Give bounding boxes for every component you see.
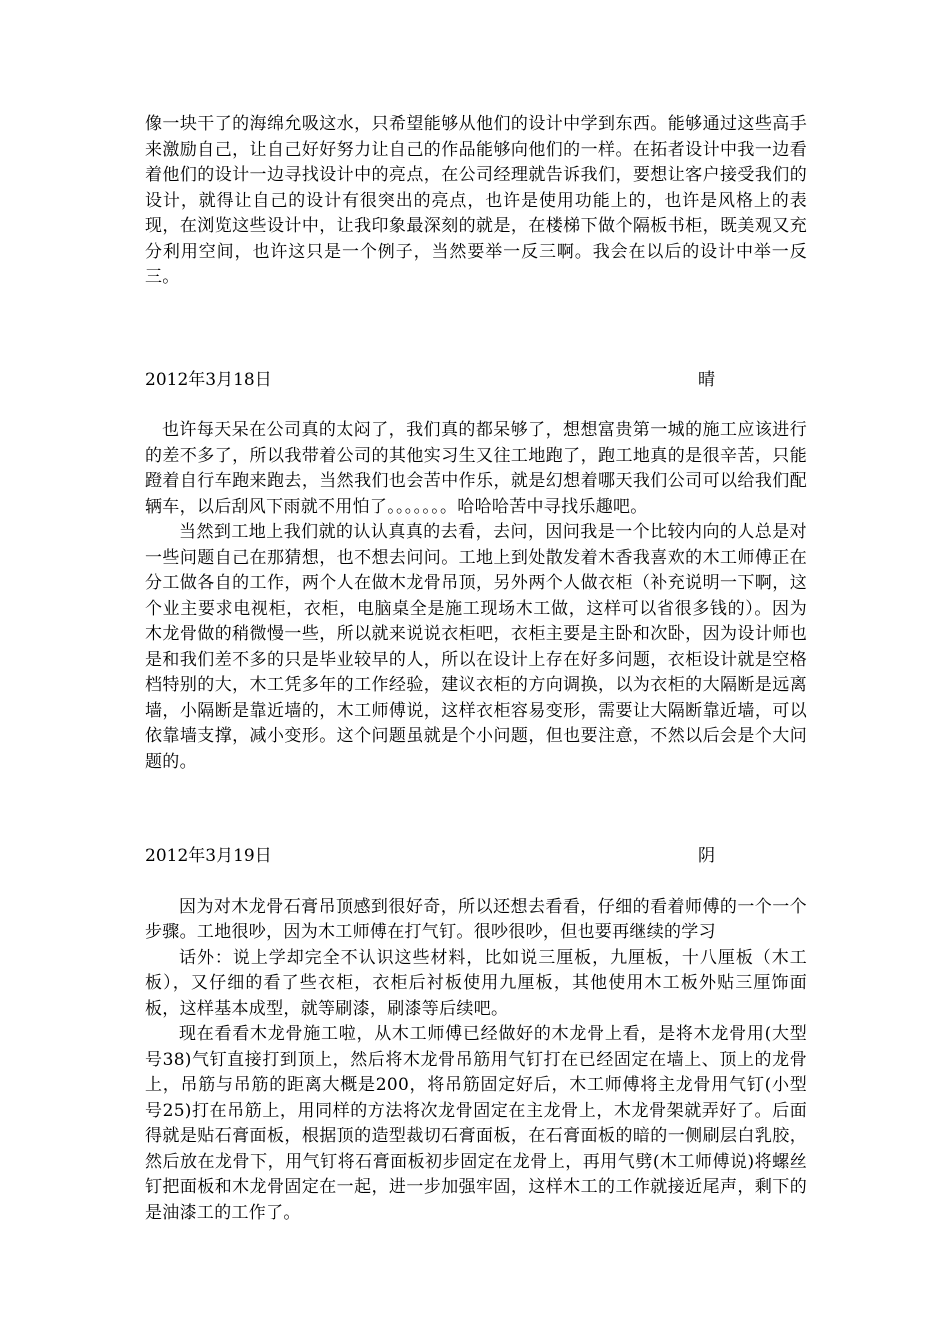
entry-header [145,844,807,870]
continuation-paragraph: 像一块干了的海绵允吸这水，只希望能够从他们的设计中学到东西。能够通过这些高手来激励自己，让自己好好努力让自己的作品能够向他们的一样。在拓者设计中我一边看着他们的设计一边寻找设计中的亮点，在公司经理就告诉我们，要想让客户接受我们的设计，就得让自己的设计有很突出的亮点，也许是使用功能上的，也许是风格上的表现，在浏览这些设计中，让我印象最深刻的就是，在楼梯下做个隔板书柜，既美观又充分利用空间，也许这只是一个例子，当然要举一反三啊。我会在以后的设计中举一反三。 [145,114,807,287]
spacer [145,870,807,895]
entry-header [145,368,807,394]
entry-paragraph: 因为对木龙骨石膏吊顶感到很好奇，所以还想去看看，仔细的看着师傅的一个一个步骤。工地很吵，因为木工师傅在打气钉。很吵很吵，但也要再继续的学习 [145,896,807,942]
entry-weather: 晴 [698,369,715,390]
spacer [145,775,807,844]
document-page [145,112,807,1226]
spacer [145,291,807,368]
entry-paragraph: 话外：说上学却完全不认识这些材料，比如说三厘板，九厘板，十八厘板（木工板），又仔细的看了些衣柜，衣柜后衬板使用九厘板，其他使用木工板外贴三厘饰面板，这样基本成型，就等刷漆，刷漆等后续吧。 [145,947,807,1019]
entry-paragraph: 当然到工地上我们就的认认真真的去看，去问，因问我是一个比较内向的人总是对一些问题自己在那猜想，也不想去问问。工地上到处散发着木香我喜欢的木工师傅正在分工做各自的工作，两个人在做木龙骨吊顶，另外两个人做衣柜（补充说明一下啊，这个业主要求电视柜，衣柜，电脑桌全是施工现场木工做，这样可以省很多钱的）。因为木龙骨做的稍微慢一些，所以就来说说衣柜吧，衣柜主要是主卧和次卧，因为设计师也是和我们差不多的只是毕业较早的人，所以在设计上存在好多问题，衣柜设计就是空格档特别的大，木工凭多年的工作经验，建议衣柜的方向调换，以为衣柜的大隔断是远离墙，小隔断是靠近墙的，木工师傅说，这样衣柜容易变形，需要让大隔断靠近墙，可以依靠墙支撑，减小变形。这个问题虽就是个小问题，但也要注意，不然以后会是个大问题的。 [145,522,807,772]
entry-paragraph: 现在看看木龙骨施工啦，从木工师傅已经做好的木龙骨上看，是将木龙骨用(大型号38)气钉直接打到顶上，然后将木龙骨吊筋用气钉打在已经固定在墙上、顶上的龙骨上，吊筋与吊筋的距离大概是200，将吊筋固定好后，木工师傅将主龙骨用气钉(小型号25)打在吊筋上，用同样的方法将次龙骨固定在主龙骨上，木龙骨架就弄好了。后面得就是贴石膏面板，根据顶的造型裁切石膏面板，在石膏面板的暗的一侧刷层白乳胶，然后放在龙骨下，用气钉将石膏面板初步固定在龙骨上，再用气劈(木工师傅说)将螺丝钉把面板和木龙骨固定在一起，进一步加强牢固，这样木工的工作就接近尾声，剩下的是油漆工的工作了。 [145,1024,807,1223]
spacer [145,393,807,418]
entry-date: 2012年3月18日 [145,369,272,390]
entry-date: 2012年3月19日 [145,846,272,866]
entry-paragraph: 也许每天呆在公司真的太闷了，我们真的都呆够了，想想富贵第一城的施工应该进行的差不多了，所以我带着公司的其他实习生又往工地跑了，跑工地真的是很辛苦，只能蹬着自行车跑来跑去，当然我们也会苦中作乐，就是幻想着哪天我们公司可以给我们配辆车，以后刮风下雨就不用怕了。。。。。。。哈哈哈苦中寻找乐趣吧。 [145,420,807,517]
entry-weather: 阴 [698,846,715,866]
